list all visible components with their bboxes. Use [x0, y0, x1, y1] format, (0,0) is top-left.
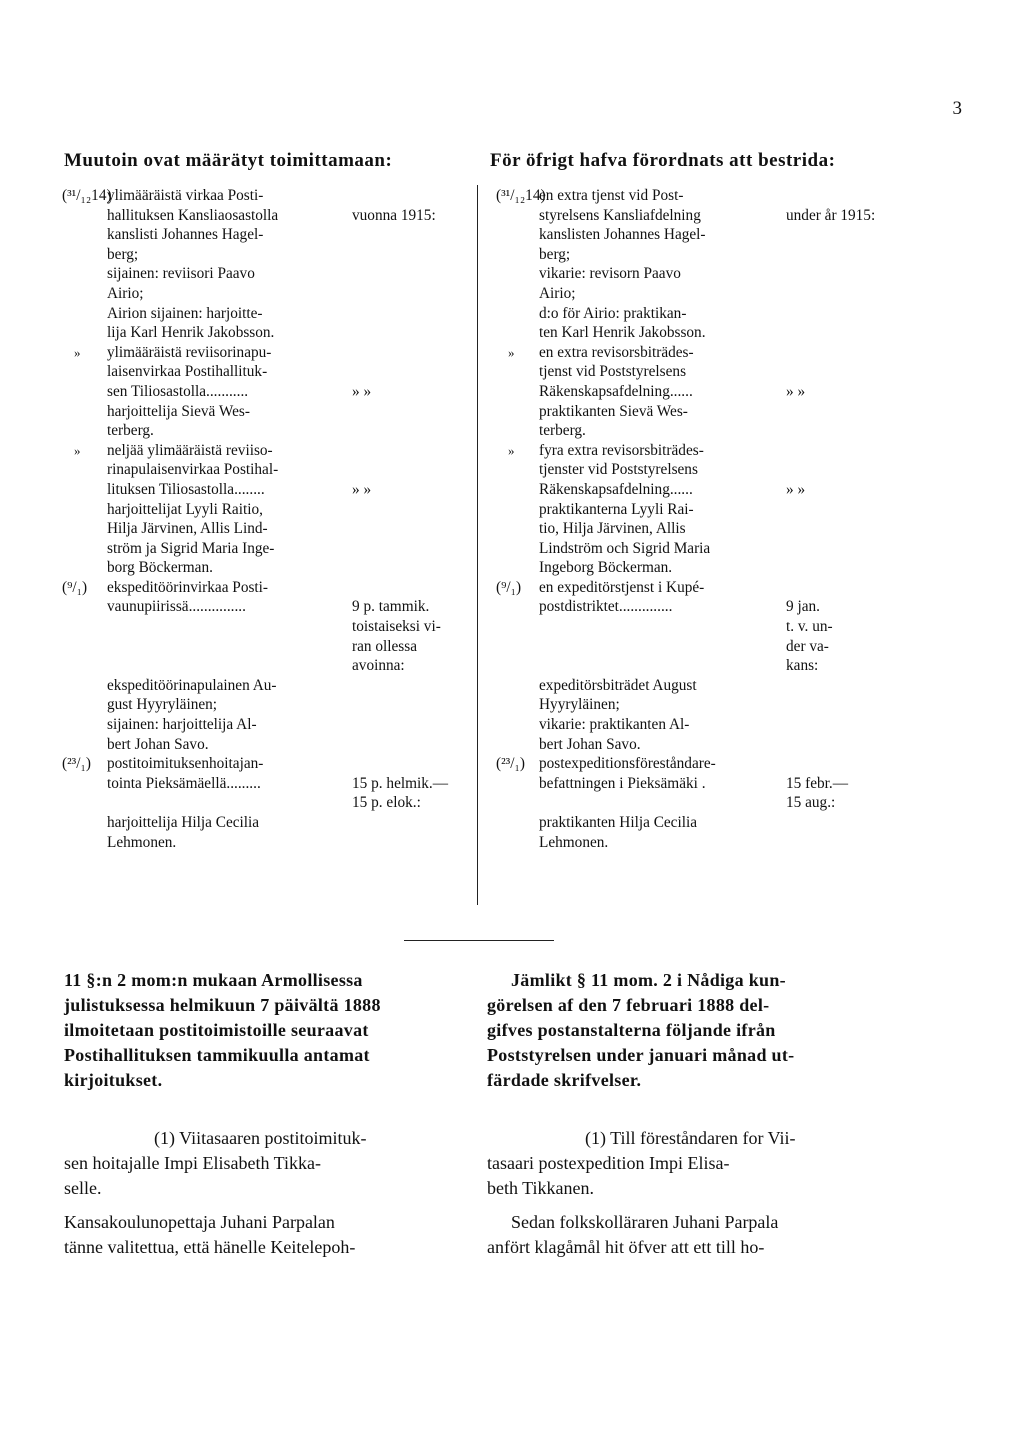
entry-text: Ingeborg Böckerman. — [539, 559, 673, 577]
entry-line — [496, 676, 874, 696]
entry-text: postdistriktet.............. — [539, 598, 673, 616]
entry-date: » » — [352, 480, 372, 498]
entry-line — [496, 186, 874, 206]
entry-marker: » — [508, 442, 515, 458]
entry-text: harjoittelija Hilja Cecilia — [107, 814, 260, 831]
entry-line — [62, 441, 462, 461]
entry-line — [62, 402, 462, 422]
entry-line — [496, 480, 874, 500]
entry-date: 15 p. elok.: — [352, 794, 421, 812]
entry-line — [62, 793, 462, 813]
text-line: färdade skrifvelser. — [487, 1070, 642, 1090]
left-notice — [64, 968, 460, 1260]
entry-text: befattningen i Pieksämäki . — [539, 774, 706, 792]
text-line: Sedan folkskolläraren Juhani Parpala — [511, 1212, 779, 1232]
entry-date: » » — [786, 480, 806, 498]
entry-date: t. v. un- — [786, 618, 833, 636]
entry-text: Lindström och Sigrid Maria — [539, 539, 711, 557]
entry-line — [496, 813, 874, 833]
entry-line — [496, 637, 874, 657]
entry-line — [62, 186, 462, 206]
entry-text: styrelsens Kansliafdelning — [539, 206, 701, 224]
entry-text: Räkenskapsafdelning...... — [539, 480, 693, 498]
entry-line — [62, 264, 462, 284]
entry-text: Lehmonen. — [107, 833, 177, 851]
entry-text: ten Karl Henrik Jakobsson. — [539, 324, 706, 342]
entry-text: fyra extra revisorsbiträdes- — [539, 441, 704, 459]
entry-text: expeditörsbiträdet August — [539, 676, 697, 694]
entry-text: ylimääräistä virkaa Posti- — [107, 187, 264, 204]
entry-line — [62, 480, 462, 500]
entry-line — [496, 441, 874, 461]
right-notice-heading — [487, 968, 891, 1093]
text-line: anfört klagåmål hit öfver att ett till ho- — [487, 1237, 765, 1257]
entry-line — [62, 578, 462, 598]
entry-text: sen Tiliosastolla........... — [107, 382, 249, 400]
entry-line — [62, 382, 462, 402]
page-number: 3 — [952, 98, 962, 119]
text-line: tänne valitettua, että hänelle Keitelepoh- — [64, 1237, 356, 1257]
entry-marker: (²³/₁) — [62, 755, 91, 773]
entry-line — [62, 206, 462, 226]
entry-line — [496, 323, 874, 343]
entry-text: gust Hyyryläinen; — [107, 696, 218, 714]
entry-text: kanslisti Johannes Hagel- — [107, 226, 264, 244]
entry-line — [496, 558, 874, 578]
entry-date: ran ollessa — [352, 637, 417, 655]
text-line: selle. — [64, 1178, 102, 1198]
right-column-header: För öfrigt hafva förordnats att bestrida: — [490, 150, 836, 171]
entry-date: toistaiseksi vi- — [352, 618, 441, 636]
text-line: 11 §:n 2 mom:n mukaan Armollisessa — [64, 970, 363, 990]
entry-date: » » — [352, 382, 372, 400]
entry-date: kans: — [786, 657, 819, 675]
entry-text: Hilja Järvinen, Allis Lind- — [107, 520, 268, 538]
entry-text: berg; — [539, 245, 571, 263]
entry-line — [62, 656, 462, 676]
entry-line — [496, 754, 874, 774]
entry-text: Airio; — [107, 284, 144, 302]
entry-line — [496, 578, 874, 598]
entry-text: en extra revisorsbiträdes- — [539, 343, 694, 361]
entry-line — [62, 558, 462, 578]
entry-marker: » — [74, 344, 81, 360]
entry-text: praktikanten Sievä Wes- — [539, 402, 688, 420]
entry-line — [496, 833, 874, 853]
text-line: gifves postanstalterna följande ifrån — [487, 1020, 776, 1040]
entry-text: ekspeditöörinapulainen Au- — [107, 676, 277, 694]
entry-line — [496, 284, 874, 304]
entry-text: Hyyryläinen; — [539, 696, 620, 714]
entry-line — [496, 774, 874, 794]
entry-line — [62, 460, 462, 480]
entry-line — [496, 362, 874, 382]
text-line: Kansakoulunopettaja Juhani Parpalan — [64, 1212, 335, 1232]
entry-text: ylimääräistä reviisorinapu- — [107, 343, 272, 361]
entry-line — [62, 715, 462, 735]
entry-line — [62, 637, 462, 657]
entry-text: ström ja Sigrid Maria Inge- — [107, 539, 275, 557]
text-line: (1) Viitasaaren postitoimituk- — [154, 1128, 367, 1148]
entry-line — [62, 500, 462, 520]
text-line: kirjoitukset. — [64, 1070, 163, 1090]
entry-date: under år 1915: — [786, 206, 876, 224]
entry-marker: (⁹/₁) — [496, 578, 522, 596]
entry-text: sijainen: reviisori Paavo — [107, 265, 255, 283]
entry-line — [496, 225, 874, 245]
entry-line — [62, 539, 462, 559]
entry-date: vuonna 1915: — [352, 206, 436, 224]
entry-text: tjenst vid Poststyrelsens — [539, 363, 687, 381]
entry-text: en extra tjenst vid Post- — [539, 187, 684, 204]
entry-text: praktikanten Hilja Cecilia — [539, 814, 698, 831]
entry-line — [496, 245, 874, 265]
entry-line — [62, 617, 462, 637]
entry-line — [496, 695, 874, 715]
entry-text: terberg. — [107, 422, 154, 440]
entry-line — [62, 225, 462, 245]
text-line: ilmoitetaan postitoimistoille seuraavat — [64, 1020, 369, 1040]
entry-text: tio, Hilja Järvinen, Allis — [539, 520, 686, 538]
entry-text: laisenvirkaa Postihallituk- — [107, 363, 268, 381]
entry-line — [62, 421, 462, 441]
entry-text: vikarie: revisorn Paavo — [539, 265, 681, 283]
entry-line — [496, 793, 874, 813]
entry-marker: » — [508, 344, 515, 360]
entry-line — [62, 774, 462, 794]
entry-text: postexpeditionsföreståndare- — [539, 755, 716, 773]
entry-text: vikarie: praktikanten Al- — [539, 716, 690, 734]
entry-text: sijainen: harjoittelija Al- — [107, 716, 257, 734]
entry-text: kanslisten Johannes Hagel- — [539, 226, 706, 244]
entry-text: bert Johan Savo. — [539, 735, 641, 753]
entry-text: d:o för Airio: praktikan- — [539, 304, 687, 322]
left-column-header: Muutoin ovat määrätyt toimittamaan: — [64, 150, 393, 171]
entry-line — [62, 343, 462, 363]
entry-line — [62, 597, 462, 617]
text-line: beth Tikkanen. — [487, 1178, 595, 1198]
entry-line — [62, 362, 462, 382]
entry-marker: (⁹/₁) — [62, 578, 88, 596]
entry-date: der va- — [786, 637, 829, 655]
entry-date: 15 febr.— — [786, 774, 849, 792]
entry-line — [496, 206, 874, 226]
entry-line — [62, 833, 462, 853]
entry-text: vaunupiirissä............... — [107, 598, 246, 616]
entry-text: Airion sijainen: harjoitte- — [107, 304, 263, 322]
entry-text: terberg. — [539, 422, 586, 440]
entry-line — [62, 676, 462, 696]
text-line: (1) Till föreståndaren for Vii- — [585, 1128, 796, 1148]
entry-line — [62, 735, 462, 755]
entry-line — [496, 617, 874, 637]
entry-line — [62, 519, 462, 539]
right-item-2 — [487, 1210, 891, 1260]
entry-line — [496, 421, 874, 441]
entry-text: lituksen Tiliosastolla........ — [107, 480, 265, 498]
right-item-1 — [487, 1126, 891, 1201]
entry-line — [62, 695, 462, 715]
text-line: görelsen af den 7 februari 1888 del- — [487, 995, 770, 1015]
entry-marker: (³¹/₁₂14) — [62, 187, 112, 204]
entry-text: tjenster vid Poststyrelsens — [539, 461, 698, 479]
left-notice-heading — [64, 968, 460, 1093]
text-line: sen hoitajalle Impi Elisabeth Tikka- — [64, 1153, 321, 1173]
entry-text: praktikanterna Lyyli Rai- — [539, 500, 694, 518]
entry-line — [496, 519, 874, 539]
entry-date: 15 p. helmik.— — [352, 774, 449, 792]
entry-date: 15 aug.: — [786, 794, 836, 812]
entry-date: avoinna: — [352, 657, 405, 675]
text-line: tasaari postexpedition Impi Elisa- — [487, 1153, 730, 1173]
entry-text: rinapulaisenvirkaa Postihal- — [107, 461, 279, 479]
entry-text: lija Karl Henrik Jakobsson. — [107, 324, 275, 342]
entry-text: harjoittelija Sievä Wes- — [107, 402, 250, 420]
entry-marker: (²³/₁) — [496, 755, 525, 773]
left-entries — [62, 186, 462, 852]
entry-line — [496, 715, 874, 735]
section-separator — [404, 940, 554, 941]
right-entries — [496, 186, 874, 852]
entry-text: Airio; — [539, 284, 576, 302]
entry-line — [496, 735, 874, 755]
text-line: Jämlikt § 11 mom. 2 i Nådiga kun- — [511, 970, 786, 990]
entry-line — [496, 304, 874, 324]
entry-date: 9 p. tammik. — [352, 598, 430, 616]
text-line: julistuksessa helmikuun 7 päivältä 1888 — [64, 995, 381, 1015]
entry-line — [496, 597, 874, 617]
entry-line — [496, 264, 874, 284]
entry-text: en expeditörstjenst i Kupé- — [539, 578, 705, 596]
left-item-1 — [64, 1126, 460, 1201]
entry-line — [496, 460, 874, 480]
entry-text: borg Böckerman. — [107, 559, 213, 577]
entry-text: berg; — [107, 245, 139, 263]
entry-date: » » — [786, 382, 806, 400]
entry-marker: » — [74, 442, 81, 458]
entry-text: harjoittelijat Lyyli Raitio, — [107, 500, 263, 518]
entry-line — [496, 656, 874, 676]
text-line: Postihallituksen tammikuulla antamat — [64, 1045, 370, 1065]
entry-text: bert Johan Savo. — [107, 735, 209, 753]
entry-line — [496, 539, 874, 559]
column-divider — [477, 185, 478, 905]
entry-line — [496, 500, 874, 520]
entry-line — [62, 323, 462, 343]
entry-line — [496, 343, 874, 363]
right-notice — [487, 968, 891, 1260]
entry-line — [62, 284, 462, 304]
entry-text: hallituksen Kansliaosastolla — [107, 206, 279, 224]
entry-date: 9 jan. — [786, 598, 820, 616]
entry-line — [496, 382, 874, 402]
entry-text: ekspeditöörinvirkaa Posti- — [107, 578, 269, 596]
entry-text: postitoimituksenhoitajan- — [107, 755, 264, 773]
entry-marker: (³¹/₁₂14) — [496, 187, 546, 204]
entry-text: tointa Pieksämäellä......... — [107, 774, 261, 792]
entry-line — [62, 754, 462, 774]
entry-line — [62, 304, 462, 324]
entry-line — [496, 402, 874, 422]
text-line: Poststyrelsen under januari månad ut- — [487, 1045, 795, 1065]
entry-line — [62, 813, 462, 833]
entry-text: Lehmonen. — [539, 833, 609, 851]
entry-text: Räkenskapsafdelning...... — [539, 382, 693, 400]
entry-line — [62, 245, 462, 265]
entry-text: neljää ylimääräistä reviiso- — [107, 441, 273, 459]
left-item-2 — [64, 1210, 460, 1260]
